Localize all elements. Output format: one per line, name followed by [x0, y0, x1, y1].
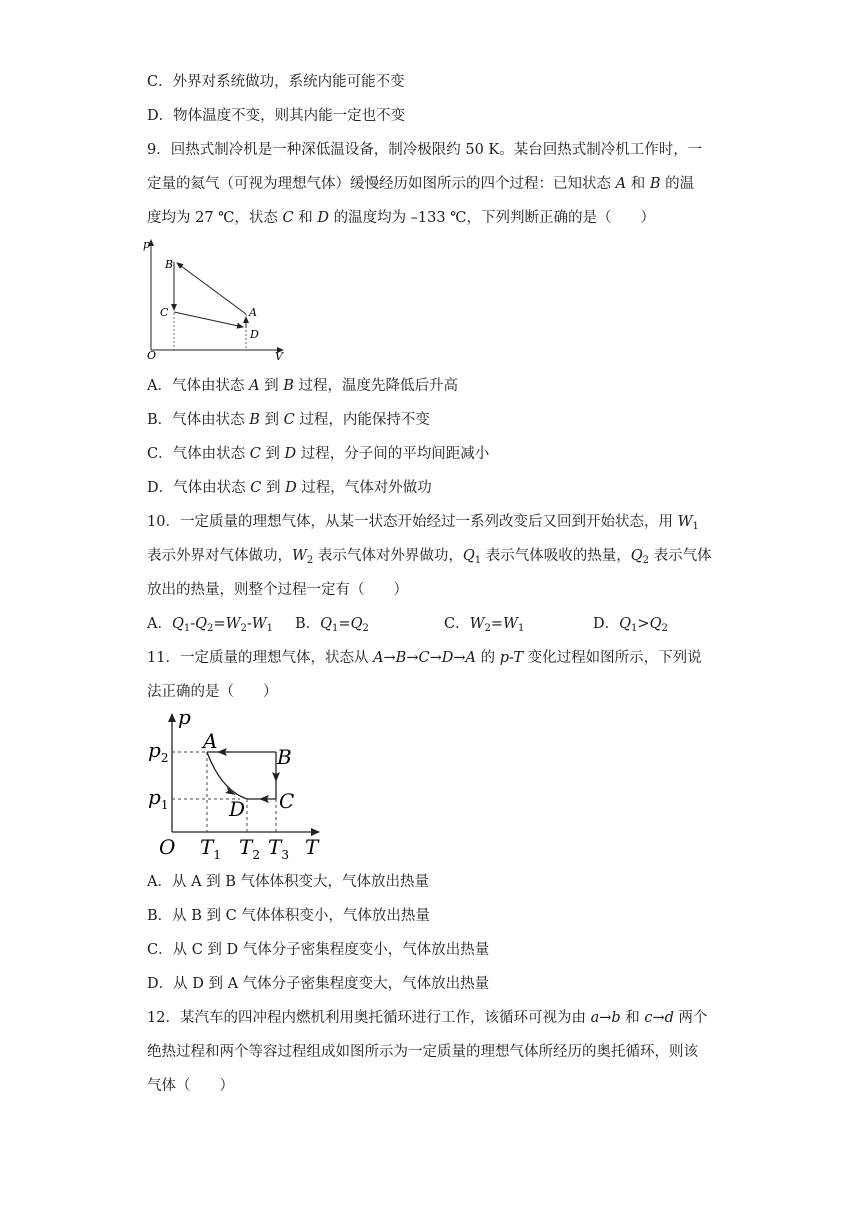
q11-label-t1: $T_1$ — [200, 835, 221, 862]
q11-label-d: D — [229, 797, 246, 821]
q11-label-t2: $T_2$ — [239, 835, 260, 862]
q11-label-p2: $p_2$ — [148, 738, 169, 765]
q8-option-c: C．外界对系统做功，系统内能可能不变 — [147, 74, 405, 90]
q11-option-c: C．从 C 到 D 气体分子密集程度变小，气体放出热量 — [147, 942, 490, 958]
q11-option-b: B．从 B 到 C 气体体积变小，气体放出热量 — [147, 908, 430, 924]
q9-label-b: B — [165, 258, 174, 271]
q9-label-v: V — [275, 350, 283, 363]
q11-label-p: p — [178, 706, 191, 729]
q9-stem-line2: 定量的氦气（可视为理想气体）缓慢经历如图所示的四个过程：已知状态 A 和 B 的温 — [147, 176, 695, 192]
q11-label-a: A — [203, 729, 218, 753]
q12-stem-line2: 绝热过程和两个等容过程组成如图所示为一定质量的理想气体所经历的奥托循环，则该 — [147, 1044, 698, 1060]
q11-label-t3: $T_3$ — [268, 835, 289, 862]
q10-option-d: D．$Q_1>Q_2$ — [593, 616, 668, 634]
q10-option-a: A．$Q_1-Q_2=W_2-W_1$ — [147, 616, 274, 634]
q9-option-c: C．气体由状态 C 到 D 过程，分子间的平均间距减小 — [147, 446, 490, 462]
q9-option-d: D．气体由状态 C 到 D 过程，气体对外做功 — [147, 480, 432, 496]
q9-label-c: C — [160, 306, 169, 319]
q10-stem-line1: 10．一定质量的理想气体，从某一状态开始经过一系列改变后又回到开始状态，用 $W_1$ — [147, 514, 699, 532]
q10-option-b: B．$Q_1=Q_2$ — [295, 616, 369, 634]
q11-option-d: D．从 D 到 A 气体分子密集程度变大，气体放出热量 — [147, 976, 490, 992]
q9-label-p: p — [143, 238, 151, 251]
q9-option-b: B．气体由状态 B 到 C 过程，内能保持不变 — [147, 412, 430, 428]
q9-pv-diagram — [143, 234, 293, 364]
q11-stem-line2: 法正确的是（ ） — [147, 684, 278, 700]
q9-path-a-b — [177, 263, 246, 314]
q11-pt-diagram — [145, 706, 330, 864]
q11-label-t: T — [305, 835, 319, 859]
q11-label-p1: $p_1$ — [148, 785, 169, 812]
q11-label-o: O — [159, 835, 176, 859]
q10-option-c: C．$W_2=W_1$ — [444, 616, 525, 634]
q11-label-c: C — [279, 789, 295, 813]
q9-stem-line3: 度均为 27 ℃，状态 C 和 D 的温度均为 –133 ℃，下列判断正确的是（ ） — [147, 210, 655, 226]
q10-stem-line3: 放出的热量，则整个过程一定有（ ） — [147, 582, 408, 598]
q11-option-a: A．从 A 到 B 气体体积变大，气体放出热量 — [147, 874, 430, 890]
q11-label-b: B — [277, 745, 292, 769]
q9-stem-line1: 9．回热式制冷机是一种深低温设备，制冷极限约 50 K。某台回热式制冷机工作时，一 — [147, 142, 703, 158]
q10-stem-line2: 表示外界对气体做功，$W_2$ 表示气体对外界做功，$Q_1$ 表示气体吸收的热量，$Q_2$ 表示气体 — [147, 548, 712, 566]
q9-option-a: A．气体由状态 A 到 B 过程，温度先降低后升高 — [147, 378, 459, 394]
q12-stem-line3: 气体（ ） — [147, 1078, 234, 1094]
q9-label-o: O — [147, 349, 157, 362]
q8-option-d: D．物体温度不变，则其内能一定也不变 — [147, 108, 406, 124]
q9-label-d: D — [250, 328, 259, 341]
q11-stem-line1: 11．一定质量的理想气体，状态从 A→B→C→D→A 的 p-T 变化过程如图所示，下列说 — [147, 650, 702, 666]
q12-stem-line1: 12．某汽车的四冲程内燃机利用奥托循环进行工作，该循环可视为由 a→b 和 c→d 两个 — [147, 1010, 708, 1026]
q9-label-a: A — [249, 306, 257, 319]
q9-path-c-d — [174, 312, 243, 327]
